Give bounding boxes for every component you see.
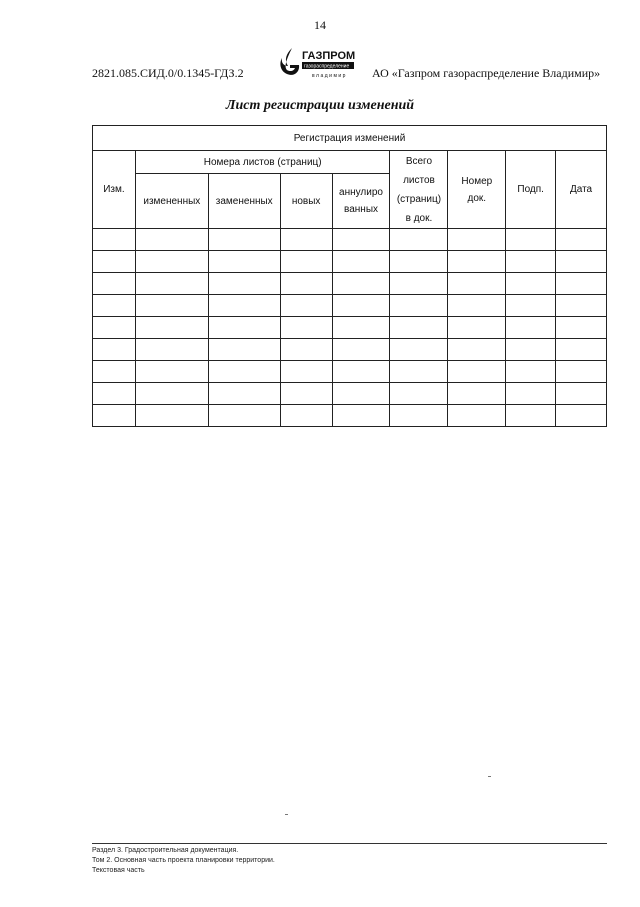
- table-cell: [280, 317, 332, 339]
- table-cell: [135, 405, 208, 427]
- table-cell: [556, 405, 607, 427]
- table-cell: [280, 295, 332, 317]
- table-cell: [332, 229, 390, 251]
- table-cell: [390, 339, 448, 361]
- table-cell: [135, 383, 208, 405]
- table-cell: [556, 317, 607, 339]
- table-cell: [208, 295, 280, 317]
- table-cell: [93, 405, 136, 427]
- table-cell: [93, 317, 136, 339]
- table-cell: [390, 295, 448, 317]
- table-cell: [556, 295, 607, 317]
- table-row: [93, 251, 607, 273]
- logo-subtitle: газораспределение: [304, 63, 350, 70]
- table-cell: [556, 251, 607, 273]
- table-cell: [390, 273, 448, 295]
- table-cell: [135, 295, 208, 317]
- table-caption: Регистрация изменений: [93, 126, 607, 151]
- table-cell: [93, 339, 136, 361]
- table-row: [93, 273, 607, 295]
- table-cell: [135, 361, 208, 383]
- table-cell: [93, 383, 136, 405]
- table-cell: [208, 229, 280, 251]
- scan-speck: [285, 814, 288, 815]
- table-cell: [208, 273, 280, 295]
- table-cell: [208, 405, 280, 427]
- table-cell: [556, 229, 607, 251]
- table-cell: [332, 405, 390, 427]
- table-cell: [93, 251, 136, 273]
- table-cell: [135, 251, 208, 273]
- table-cell: [280, 361, 332, 383]
- footer-divider: [92, 843, 607, 844]
- table-row: [93, 317, 607, 339]
- table-cell: [208, 317, 280, 339]
- page-footer: [92, 846, 275, 876]
- table-cell: [390, 361, 448, 383]
- footer-line-3: Текстовая часть: [92, 867, 145, 874]
- table-cell: [135, 229, 208, 251]
- table-cell: [135, 273, 208, 295]
- table-cell: [280, 405, 332, 427]
- table-cell: [448, 383, 506, 405]
- table-cell: [332, 295, 390, 317]
- table-row: [93, 405, 607, 427]
- table-cell: [390, 405, 448, 427]
- footer-line-2: Том 2. Основная часть проекта планировки территории.: [92, 857, 275, 864]
- table-cell: [556, 273, 607, 295]
- table-cell: [448, 317, 506, 339]
- table-row: [93, 383, 607, 405]
- table-cell: [506, 317, 556, 339]
- table-cell: [208, 361, 280, 383]
- scan-speck: [488, 776, 491, 777]
- table-cell: [280, 251, 332, 273]
- table-cell: [93, 229, 136, 251]
- table-cell: [93, 295, 136, 317]
- col-header-total: Всего листов (страниц) в док.: [390, 151, 448, 229]
- col-header-date: Дата: [556, 151, 607, 229]
- table-row: [93, 339, 607, 361]
- col-header-changed: измененных: [135, 174, 208, 229]
- table-row: [93, 361, 607, 383]
- page-number: 14: [314, 18, 326, 32]
- table-cell: [135, 339, 208, 361]
- table-row: [93, 229, 607, 251]
- table-cell: [506, 273, 556, 295]
- table-cell: [280, 339, 332, 361]
- table-cell: [506, 339, 556, 361]
- table-cell: [332, 251, 390, 273]
- table-cell: [556, 339, 607, 361]
- table-cell: [506, 229, 556, 251]
- table-cell: [448, 251, 506, 273]
- table-cell: [390, 383, 448, 405]
- table-cell: [448, 361, 506, 383]
- table-cell: [93, 361, 136, 383]
- col-header-annulled: аннулиро ванных: [332, 174, 390, 229]
- table-cell: [556, 383, 607, 405]
- table-cell: [506, 251, 556, 273]
- col-header-docnum: Номер док.: [448, 151, 506, 229]
- col-header-sign: Подп.: [506, 151, 556, 229]
- table-cell: [448, 339, 506, 361]
- col-header-izm: Изм.: [93, 151, 136, 229]
- table-cell: [390, 251, 448, 273]
- table-cell: [448, 273, 506, 295]
- document-code: 2821.085.СИД.0/0.1345-ГДЗ.2: [92, 66, 244, 80]
- table-cell: [332, 273, 390, 295]
- table-cell: [390, 317, 448, 339]
- logo-title: ГАЗПРОМ: [302, 50, 356, 62]
- change-registration-table: [92, 125, 607, 427]
- table-cell: [390, 229, 448, 251]
- table-cell: [208, 251, 280, 273]
- footer-line-1: Раздел 3. Градостроительная документация.: [92, 847, 239, 854]
- table-cell: [506, 383, 556, 405]
- table-cell: [448, 405, 506, 427]
- table-cell: [556, 361, 607, 383]
- table-cell: [506, 405, 556, 427]
- table-cell: [332, 383, 390, 405]
- gazprom-logo: [278, 46, 358, 80]
- col-group-pages: Номера листов (страниц): [135, 151, 390, 174]
- table-cell: [506, 295, 556, 317]
- col-header-replaced: замененных: [208, 174, 280, 229]
- table-cell: [332, 361, 390, 383]
- table-cell: [208, 383, 280, 405]
- table-cell: [448, 229, 506, 251]
- table-cell: [332, 317, 390, 339]
- logo-city: владимир: [312, 73, 347, 79]
- sheet-title: Лист регистрации изменений: [225, 98, 415, 113]
- table-cell: [135, 317, 208, 339]
- table-cell: [448, 295, 506, 317]
- table-cell: [280, 273, 332, 295]
- table-cell: [506, 361, 556, 383]
- table-cell: [208, 339, 280, 361]
- table-cell: [280, 229, 332, 251]
- table-cell: [93, 273, 136, 295]
- col-header-new: новых: [280, 174, 332, 229]
- table-row: [93, 295, 607, 317]
- organization-name: АО «Газпром газораспределение Владимир»: [372, 66, 601, 80]
- table-cell: [332, 339, 390, 361]
- table-cell: [280, 383, 332, 405]
